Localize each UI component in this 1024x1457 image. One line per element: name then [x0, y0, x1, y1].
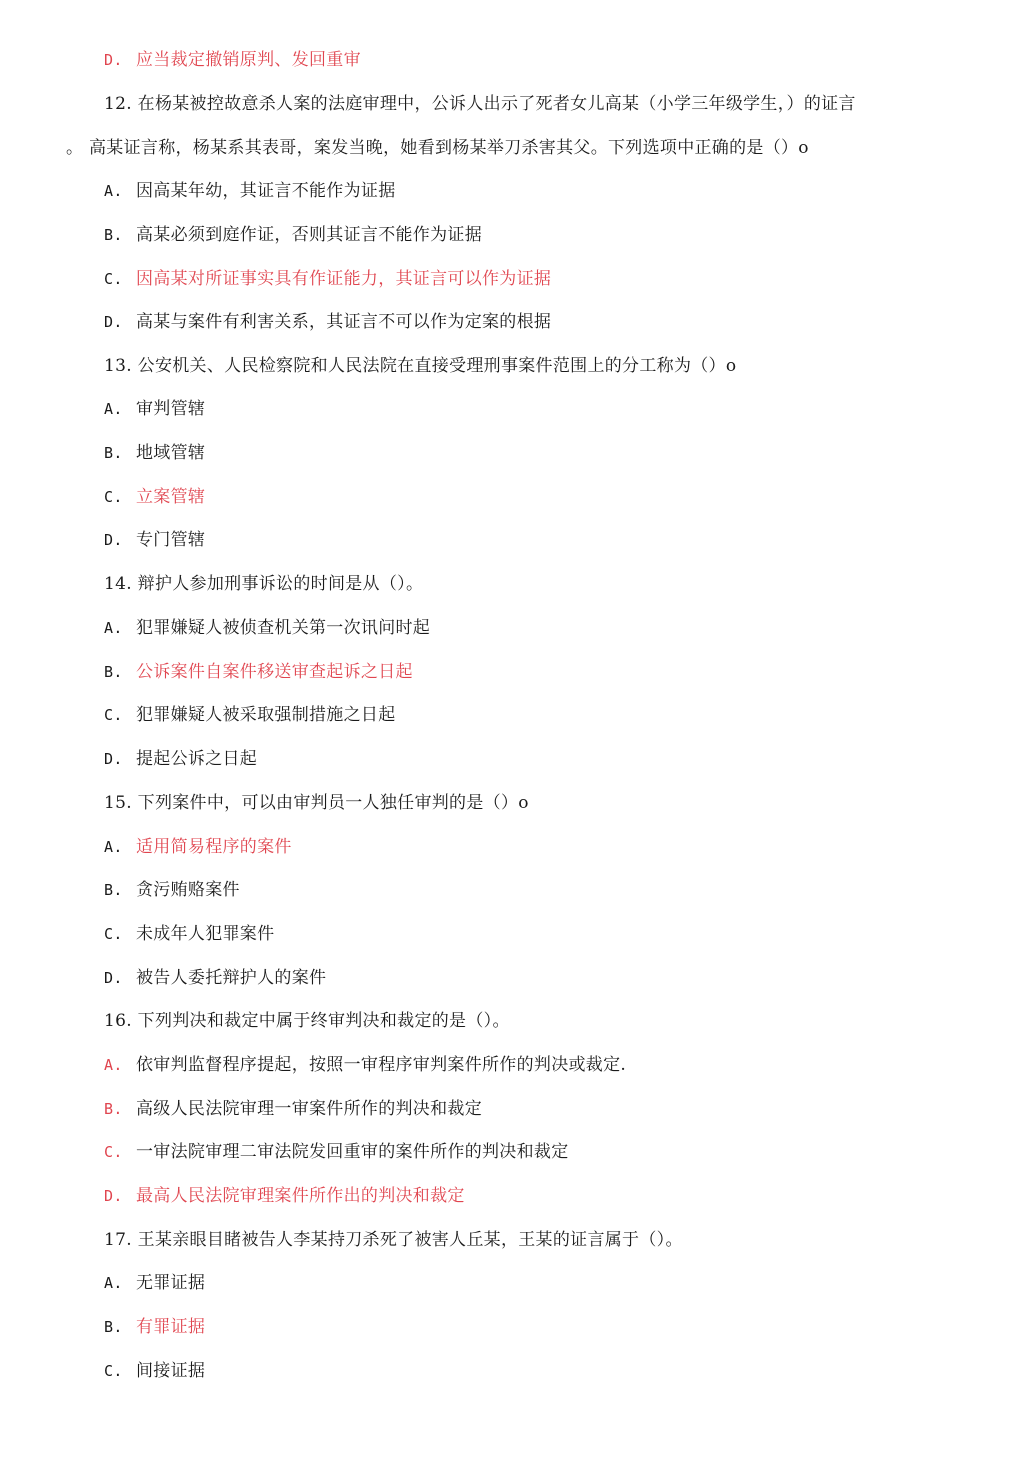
option-letter: C.	[104, 925, 123, 943]
option-letter: B.	[104, 1100, 123, 1118]
option-text: 因高某年幼，其证言不能作为证据	[136, 181, 396, 201]
option-text: 因高某对所证事实具有作证能力，其证言可以作为证据	[136, 269, 552, 289]
option-letter: D.	[104, 531, 123, 549]
option-letter: D.	[104, 313, 123, 331]
option-text: 依审判监督程序提起，按照一审程序审判案件所作的判决或裁定.	[136, 1055, 627, 1075]
question-text: 。 高某证言称，杨某系其表哥，案发当晚，她看到杨某举刀杀害其父。下列选项中正确的是（）o	[66, 138, 809, 158]
option-line	[104, 529, 205, 551]
option-line	[104, 268, 551, 290]
option-text: 有罪证据	[136, 1317, 206, 1337]
question-text: 12. 在杨某被控故意杀人案的法庭审理中，公诉人出示了死者女儿高某（小学三年级学生，）的证言	[104, 94, 856, 114]
option-letter: C.	[104, 1143, 123, 1161]
option-line	[104, 836, 292, 858]
option-line	[104, 1141, 569, 1163]
option-letter: A.	[104, 400, 123, 418]
option-letter: B.	[104, 444, 123, 462]
option-line	[104, 180, 396, 202]
option-letter: A.	[104, 838, 123, 856]
option-line	[104, 1360, 205, 1382]
option-letter: A.	[104, 619, 123, 637]
option-text: 适用简易程序的案件	[136, 837, 292, 857]
option-letter: B.	[104, 1318, 123, 1336]
option-text: 无罪证据	[136, 1273, 206, 1293]
option-text: 应当裁定撤销原判、发回重审	[136, 50, 361, 70]
option-text: 一审法院审理二审法院发回重审的案件所作的判决和裁定	[136, 1142, 569, 1162]
option-letter: A.	[104, 1056, 123, 1074]
option-text: 高某与案件有利害关系，其证言不可以作为定案的根据	[136, 312, 552, 332]
option-text: 公诉案件自案件移送审查起诉之日起	[136, 662, 413, 682]
option-letter: C.	[104, 706, 123, 724]
option-line	[104, 704, 396, 726]
option-text: 提起公诉之日起	[136, 749, 258, 769]
question-stem	[104, 1010, 510, 1032]
option-line	[104, 879, 240, 901]
option-line	[104, 1272, 205, 1294]
option-letter: C.	[104, 488, 123, 506]
option-text: 审判管辖	[136, 399, 206, 419]
option-text: 高级人民法院审理一审案件所作的判决和裁定	[136, 1099, 482, 1119]
option-text: 被告人委托辩护人的案件	[136, 968, 327, 988]
question-stem-continuation	[66, 137, 809, 159]
option-letter: C.	[104, 1362, 123, 1380]
option-text: 贪污贿赂案件	[136, 880, 240, 900]
option-line	[104, 486, 205, 508]
option-line	[104, 661, 413, 683]
option-line	[104, 442, 205, 464]
option-line	[104, 398, 205, 420]
option-text: 未成年人犯罪案件	[136, 924, 275, 944]
option-letter: B.	[104, 881, 123, 899]
question-text: 15. 下列案件中，可以由审判员一人独任审判的是（）o	[104, 793, 529, 813]
option-line	[104, 1316, 205, 1338]
option-line	[104, 1054, 626, 1076]
question-text: 17. 王某亲眼目睹被告人李某持刀杀死了被害人丘某，王某的证言属于（）。	[104, 1230, 683, 1250]
option-letter: D.	[104, 51, 123, 69]
option-letter: A.	[104, 182, 123, 200]
option-text: 最高人民法院审理案件所作出的判决和裁定	[136, 1186, 465, 1206]
option-letter: D.	[104, 969, 123, 987]
option-text: 犯罪嫌疑人被采取强制措施之日起	[136, 705, 396, 725]
option-line	[104, 49, 361, 71]
question-stem	[104, 792, 529, 814]
option-line	[104, 224, 482, 246]
question-stem	[104, 1229, 683, 1251]
option-letter: C.	[104, 270, 123, 288]
option-letter: D.	[104, 750, 123, 768]
option-line	[104, 1185, 465, 1207]
question-stem	[104, 93, 856, 115]
question-text: 13. 公安机关、人民检察院和人民法院在直接受理刑事案件范围上的分工称为（）o	[104, 356, 737, 376]
option-text: 立案管辖	[136, 487, 206, 507]
option-letter: B.	[104, 226, 123, 244]
option-line	[104, 617, 430, 639]
option-text: 地域管辖	[136, 443, 206, 463]
option-letter: B.	[104, 663, 123, 681]
option-line	[104, 748, 257, 770]
option-text: 专门管辖	[136, 530, 206, 550]
option-text: 高某必须到庭作证，否则其证言不能作为证据	[136, 225, 482, 245]
option-text: 犯罪嫌疑人被侦查机关第一次讯问时起	[136, 618, 431, 638]
option-line	[104, 1098, 482, 1120]
option-text: 间接证据	[136, 1361, 206, 1381]
question-stem	[104, 573, 423, 595]
question-stem	[104, 355, 736, 377]
question-text: 16. 下列判决和裁定中属于终审判决和裁定的是（）。	[104, 1011, 510, 1031]
question-text: 14. 辩护人参加刑事诉讼的时间是从（）。	[104, 574, 424, 594]
option-line	[104, 923, 274, 945]
option-line	[104, 311, 551, 333]
option-letter: A.	[104, 1274, 123, 1292]
option-letter: D.	[104, 1187, 123, 1205]
option-line	[104, 967, 326, 989]
